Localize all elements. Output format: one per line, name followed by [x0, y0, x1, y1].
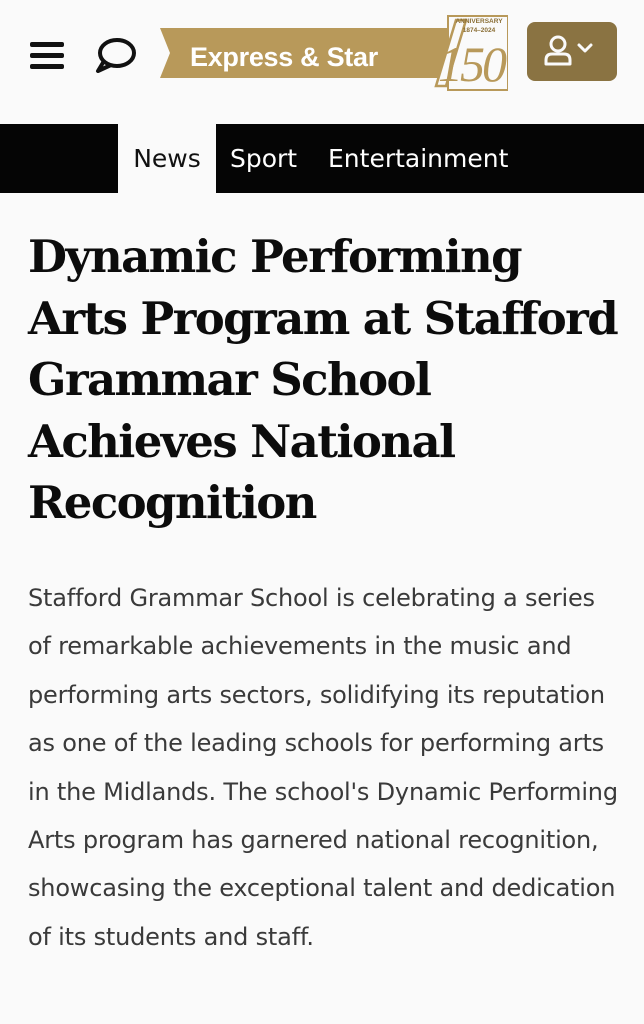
article-intro: Stafford Grammar School is celebrating a series of remarkable achievements in the music and performing arts sectors, solidifying its reputation as one of the leading schools for performing arts in the Midlands. The school's Dynamic Performing Arts program has garnered national recognition, showcasing the exceptional talent and dedication of its students and staff.	[28, 584, 618, 951]
site-header	[0, 0, 644, 124]
menu-bar	[30, 64, 64, 69]
tab-news[interactable]: News	[118, 124, 216, 193]
account-button[interactable]	[527, 22, 617, 81]
logo-text: Express & Star	[190, 42, 378, 72]
site-logo[interactable]	[160, 14, 508, 92]
speech-bubble-icon[interactable]	[93, 34, 139, 78]
tab-entertainment[interactable]: Entertainment	[328, 144, 509, 173]
anniversary-number: 150	[438, 36, 504, 92]
anniversary-years: 1874–2024	[462, 27, 496, 34]
user-icon	[546, 37, 570, 64]
menu-bar	[30, 53, 64, 58]
anniversary-label-text: ANNIVERSARY	[455, 18, 503, 25]
tab-sport[interactable]: Sport	[230, 144, 298, 173]
chevron-down-icon	[579, 45, 591, 51]
menu-bar	[30, 42, 64, 47]
article-headline: Dynamic Performing Arts Program at Stafford Grammar School Achieves National Recognition	[28, 230, 618, 529]
section-nav	[0, 124, 644, 193]
anniversary-badge	[422, 14, 508, 92]
hamburger-menu-icon[interactable]	[30, 42, 64, 70]
